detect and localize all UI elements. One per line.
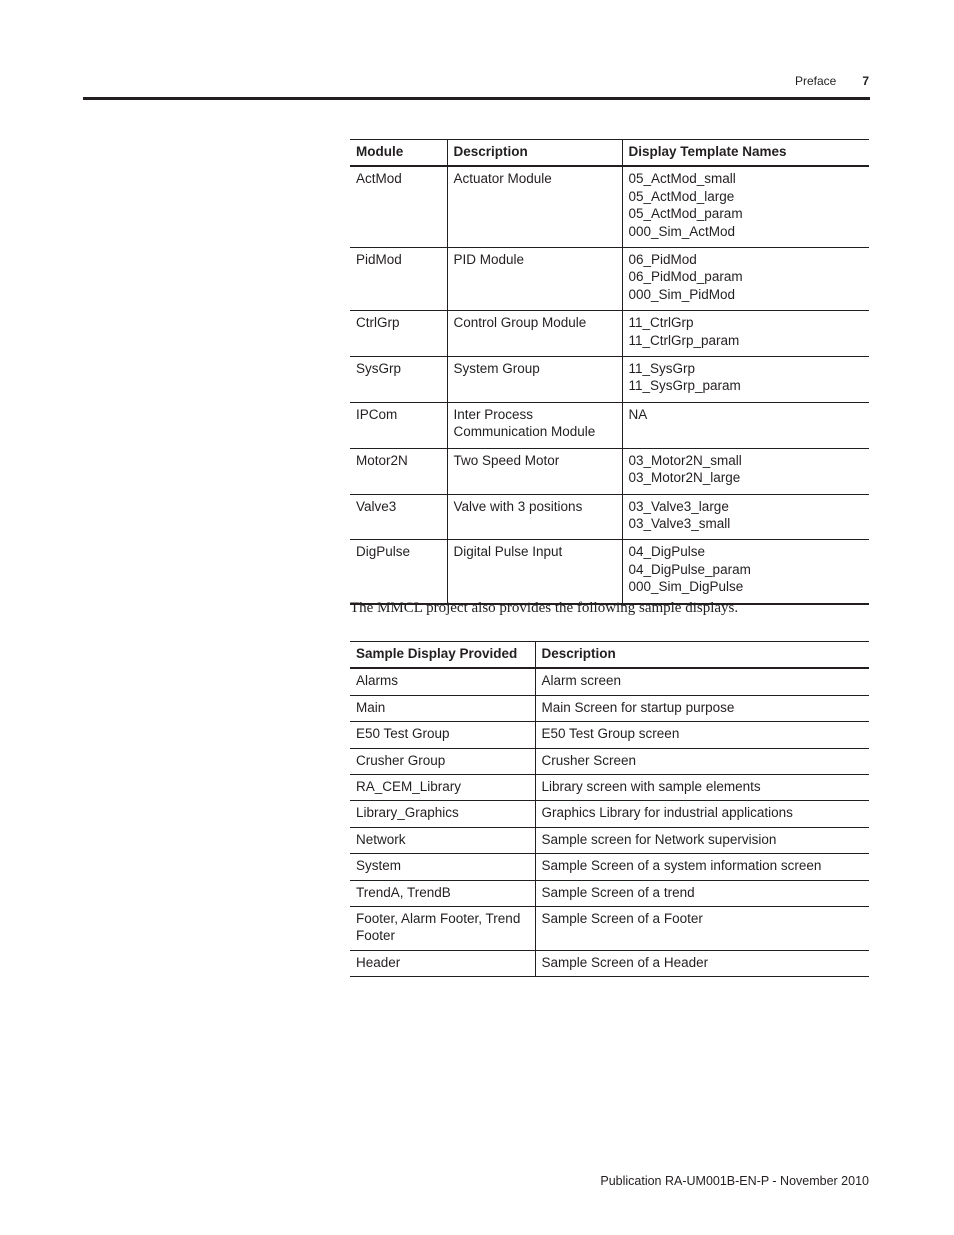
sample-display-cell (350, 854, 535, 880)
intro-paragraph: The MMCL project also provides the following sample displays. (350, 600, 739, 616)
table-row (350, 248, 869, 311)
description-cell-line: Actuator Module (453, 171, 552, 187)
table-row (350, 950, 869, 976)
description-cell-line: System Group (453, 361, 540, 377)
sample-display-cell (350, 827, 535, 853)
table-row (350, 166, 869, 247)
description-cell (447, 248, 622, 311)
description-cell-line: PID Module (453, 252, 525, 268)
table-row (350, 311, 869, 357)
description-cell-line: Crusher Screen (541, 752, 637, 768)
description-cell (447, 540, 622, 604)
description-cell (535, 748, 869, 774)
template-names-cell-line: 03_Motor2N_small (628, 452, 742, 468)
description-cell (447, 402, 622, 448)
samples-table-header-row (350, 642, 869, 669)
template-names-cell (622, 402, 869, 448)
description-cell-line: Control Group Module (453, 315, 587, 331)
sample-display-cell-line: Crusher Group (356, 752, 446, 768)
sample-display-cell (350, 907, 535, 951)
sample-display-cell-line: Library_Graphics (356, 805, 459, 821)
table-row (350, 827, 869, 853)
template-names-cell-line: 04_DigPulse (628, 544, 706, 560)
description-cell-line: Two Speed Motor (453, 452, 560, 468)
header-rule (83, 97, 870, 100)
description-cell-line: Sample Screen of a trend (541, 884, 695, 900)
module-cell (350, 166, 447, 247)
sample-display-cell-line: Main (356, 699, 386, 715)
sample-display-cell-line: Alarms (356, 673, 399, 689)
module-cell-line: DigPulse (356, 544, 411, 560)
description-cell (535, 907, 869, 951)
description-cell-line: Sample Screen of a Header (541, 954, 709, 970)
description-cell (535, 950, 869, 976)
module-cell (350, 357, 447, 403)
description-cell (535, 801, 869, 827)
table-row (350, 357, 869, 403)
description-cell-line: Valve with 3 positions (453, 498, 583, 514)
template-names-cell-line: 06_PidMod (628, 252, 697, 268)
table-row (350, 494, 869, 540)
template-names-cell-line: 000_Sim_ActMod (628, 223, 736, 239)
sample-display-cell-line: Footer (356, 928, 396, 944)
sample-display-cell-line: System (356, 858, 402, 874)
template-names-cell-line: 03_Motor2N_large (628, 470, 741, 486)
template-names-cell (622, 448, 869, 494)
module-cell (350, 402, 447, 448)
description-cell-line: E50 Test Group screen (541, 726, 680, 742)
template-names-cell-line: 11_CtrlGrp (628, 315, 694, 331)
template-names-cell-line: 05_ActMod_small (628, 171, 736, 187)
sample-display-cell (350, 748, 535, 774)
description-cell-line: Main Screen for startup purpose (541, 699, 735, 715)
module-cell (350, 311, 447, 357)
template-names-cell-line: 000_Sim_DigPulse (628, 579, 744, 595)
sample-display-cell-line: Header (356, 954, 401, 970)
modules-table (350, 139, 869, 605)
template-names-cell (622, 248, 869, 311)
module-cell-line: SysGrp (356, 361, 402, 377)
table-row (350, 448, 869, 494)
table-row (350, 402, 869, 448)
template-names-cell (622, 494, 869, 540)
sample-display-cell (350, 801, 535, 827)
template-names-cell-line: 03_Valve3_small (628, 515, 731, 531)
template-names-cell (622, 540, 869, 604)
table-row (350, 748, 869, 774)
template-names-cell-line: 11_CtrlGrp_param (628, 332, 740, 348)
module-cell-line: IPCom (356, 406, 398, 422)
sample-display-cell (350, 950, 535, 976)
module-cell (350, 494, 447, 540)
template-names-cell (622, 166, 869, 247)
template-names-cell-line: NA (628, 406, 648, 422)
template-names-cell-line: 11_SysGrp_param (628, 378, 741, 394)
column-header: Display Template Names (622, 140, 869, 167)
description-cell (535, 722, 869, 748)
description-cell-line: Sample Screen of a Footer (541, 911, 703, 927)
column-header: Module (356, 144, 404, 159)
module-cell (350, 540, 447, 604)
table-row (350, 775, 869, 801)
description-cell (535, 695, 869, 721)
module-cell (350, 248, 447, 311)
table-row (350, 540, 869, 604)
table-row (350, 907, 869, 951)
column-header: Description (535, 642, 869, 669)
template-names-cell-line: 000_Sim_PidMod (628, 286, 736, 302)
module-cell (350, 448, 447, 494)
module-cell-line: PidMod (356, 252, 402, 268)
description-cell (447, 494, 622, 540)
publication-footer: Publication RA-UM001B-EN-P - November 2010 (600, 1174, 869, 1188)
description-cell-line: Library screen with sample elements (541, 779, 761, 795)
description-cell (535, 854, 869, 880)
samples-table (350, 641, 869, 977)
description-cell (447, 311, 622, 357)
description-cell (447, 448, 622, 494)
module-cell-line: Motor2N (356, 452, 408, 468)
template-names-cell-line: 05_ActMod_param (628, 206, 743, 222)
sample-display-cell-line: E50 Test Group (356, 726, 450, 742)
template-names-cell (622, 357, 869, 403)
sample-display-cell-line: Footer, Alarm Footer, Trend (356, 911, 521, 927)
module-cell-line: CtrlGrp (356, 315, 400, 331)
table-row (350, 722, 869, 748)
template-names-cell-line: 04_DigPulse_param (628, 561, 751, 577)
sample-display-cell-line: TrendA, TrendB (356, 884, 451, 900)
sample-display-cell-line: Network (356, 831, 406, 847)
modules-table-header-row (350, 140, 869, 167)
sample-display-cell (350, 722, 535, 748)
module-cell-line: ActMod (356, 171, 402, 187)
description-cell-line: Sample Screen of a system information screen (541, 858, 822, 874)
table-row (350, 880, 869, 906)
page-number: 7 (862, 74, 869, 88)
template-names-cell-line: 03_Valve3_large (628, 498, 729, 514)
template-names-cell-line: 06_PidMod_param (628, 269, 743, 285)
template-names-cell-line: 11_SysGrp (628, 361, 696, 377)
table-row (350, 668, 869, 695)
description-cell (447, 166, 622, 247)
description-cell-line: Inter Process (453, 406, 534, 422)
sample-display-cell (350, 880, 535, 906)
description-cell-line: Alarm screen (541, 673, 622, 689)
running-header (795, 74, 869, 88)
description-cell (535, 880, 869, 906)
description-cell-line: Digital Pulse Input (453, 544, 563, 560)
sample-display-cell (350, 695, 535, 721)
section-name: Preface (794, 74, 837, 88)
sample-display-cell-line: RA_CEM_Library (356, 779, 462, 795)
sample-display-cell (350, 668, 535, 695)
table-row (350, 854, 869, 880)
description-cell-line: Sample screen for Network supervision (541, 831, 777, 847)
sample-display-cell (350, 775, 535, 801)
description-cell (535, 827, 869, 853)
description-cell (535, 668, 869, 695)
description-cell-line: Graphics Library for industrial applications (541, 805, 793, 821)
description-cell-line: Communication Module (453, 424, 596, 440)
table-row (350, 801, 869, 827)
description-cell (535, 775, 869, 801)
description-cell (447, 357, 622, 403)
table-row (350, 695, 869, 721)
template-names-cell (622, 311, 869, 357)
template-names-cell-line: 05_ActMod_large (628, 188, 735, 204)
column-header: Description (447, 140, 622, 167)
module-cell-line: Valve3 (356, 498, 397, 514)
column-header: Sample Display Provided (356, 646, 518, 661)
